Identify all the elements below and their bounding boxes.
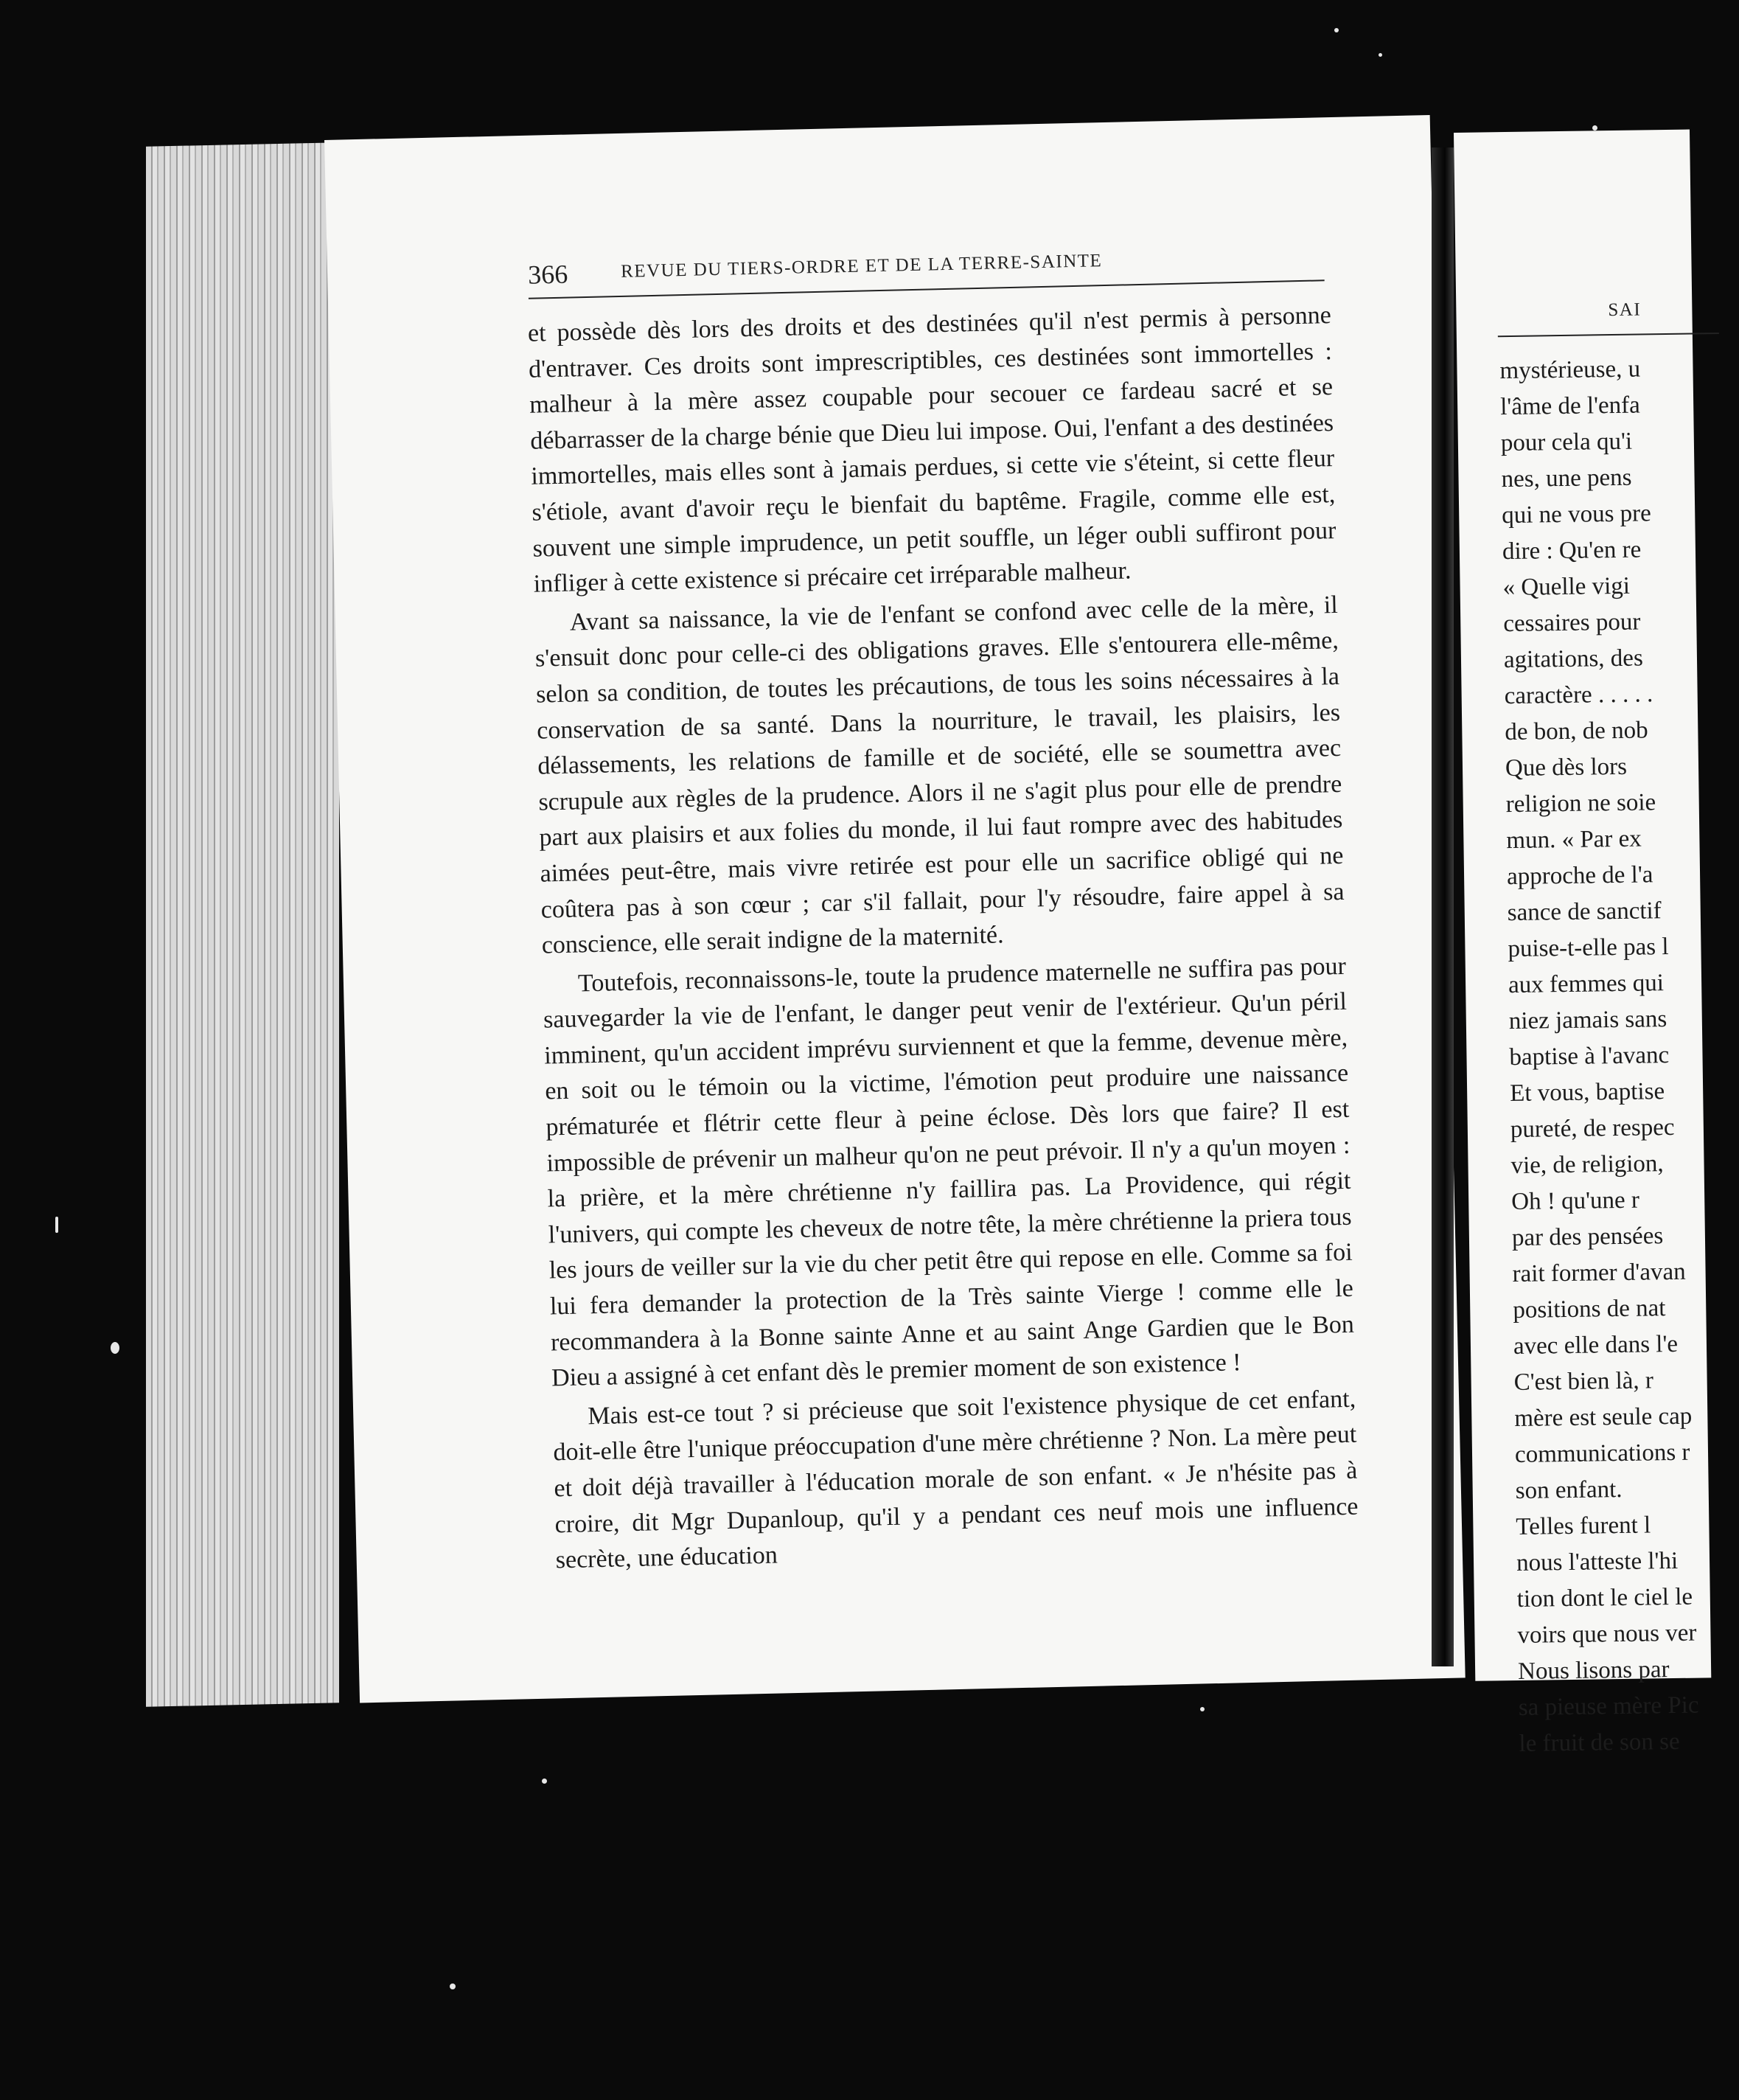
right-page-line: religion ne soie: [1505, 789, 1656, 818]
right-page-header: [1497, 299, 1719, 337]
paragraph: Avant sa naissance, la vie de l'enfant se confond avec celle de la mère, il s'ensuit donc pour celle-ci des obligations graves. Elle s'entourera elle-même, selon sa condition, de toutes les précautions, de tous les soins nécessaires à la conservation de sa santé. Dans la nourriture, le travail, les plaisirs, les délassements, les relations de famille et de société, elle se soumettra avec scrupule aux règles de la prudence. Alors il ne s'agit plus pour elle de prendre part aux plaisirs et aux folies du monde, il lui faut rompre avec des habitudes aimées peut-être, mais vivre retirée est pour elle un sacrifice obligé qui ne coûtera pas à son cœur ; car s'il fallait, pour l'y résoudre, faire appel à sa conscience, elle serait indigne de la maternité.: [534, 591, 1345, 959]
right-page-line: sa pieuse mère Pic: [1518, 1692, 1699, 1721]
right-page-line: pureté, de respec: [1510, 1113, 1675, 1144]
right-page-line: nous l'atteste l'hi: [1516, 1547, 1679, 1576]
right-page-line: sance de sanctif: [1507, 897, 1662, 927]
right-page-line: baptise à l'avanc: [1509, 1042, 1670, 1071]
page-edges: [146, 142, 339, 1706]
right-page-line: niez jamais sans: [1508, 1006, 1667, 1035]
right-page-line: son enfant.: [1515, 1475, 1623, 1505]
right-page-line: approche de l'a: [1506, 861, 1653, 891]
right-page-line: avec elle dans l'e: [1513, 1330, 1679, 1360]
right-page-line: Telles furent l: [1516, 1512, 1651, 1541]
right-page-line: mun. « Par ex: [1506, 825, 1642, 855]
right-page-line: l'âme de l'enfa: [1499, 392, 1641, 421]
right-page-line: pour cela qu'i: [1500, 428, 1633, 457]
right-page-line: communications r: [1514, 1439, 1690, 1469]
right-page-line: qui ne vous pre: [1502, 500, 1652, 529]
page-number: 366: [527, 259, 568, 290]
right-page-line: Nous lisons par: [1517, 1656, 1670, 1685]
running-head: REVUE DU TIERS-ORDRE ET DE LA TERRE-SAINTE: [620, 251, 1103, 282]
paragraph: et possède dès lors des droits et des destinées qu'il n'est permis à personne d'entraver. Ces droits sont imprescriptibles, ces destinées sont immortelles : malheur à la mère assez coupable pour secouer ce fardeau sacré et se débarrasser de la charge bénie que Dieu lui impose. Oui, l'enfant a des destinées immortelles, mais elles sont à jamais perdues, si cette vie s'éteint, si cette fleur s'étiole, avant d'avoir reçu le bienfait du baptême. Fragile, comme elle est, souvent une simple imprudence, un petit souffle, un léger oubli suffiront pour infliger à cette existence si précaire cet irréparable malheur.: [527, 302, 1337, 598]
right-page-line: aux femmes qui: [1508, 970, 1665, 999]
right-page-line: dire : Qu'en re: [1502, 536, 1642, 566]
right-page-line: Et vous, baptise: [1509, 1078, 1665, 1108]
right-page-line: Que dès lors: [1505, 753, 1628, 782]
right-page-line: agitations, des: [1503, 644, 1644, 674]
right-page-line: C'est bien là, r: [1513, 1367, 1654, 1397]
right-page-line: « Quelle vigi: [1502, 572, 1631, 602]
right-page-text: [1499, 351, 1699, 1762]
right-page-line: voirs que nous ver: [1517, 1619, 1697, 1649]
left-page: [324, 115, 1466, 1703]
right-running-head: SAI: [1608, 299, 1642, 321]
right-page-line: caractère . . . . .: [1504, 681, 1653, 710]
right-page-line: nes, une pens: [1501, 464, 1632, 493]
book-gutter: [1432, 147, 1454, 1666]
paragraph: Mais est-ce tout ? si précieuse que soit l'existence physique de cet enfant, doit-elle être l'unique préoccupation d'une mère chrétienne ? Non. La mère peut et doit déjà travailler à l'éducation morale de son enfant. « Je n'hésite pas à croire, dit Mgr Dupanloup, qu'il y a pendant ces neuf mois une influence secrète, une éducation: [553, 1385, 1359, 1574]
right-page-line: rait former d'avan: [1512, 1258, 1686, 1288]
paragraph: Toutefois, reconnaissons-le, toute la prudence maternelle ne suffira pas pour sauvegarder la vie de l'enfant, le danger peut venir de l'extérieur. Qu'un péril imminent, qu'un accident imprévu surviennent et que la femme, devenue mère, en soit ou le témoin ou la victime, l'émotion peut produire une naissance prématurée et flétrir cette fleur à peine éclose. Dès lors que faire? Il est impossible de prévenir un malheur qu'on ne peut prévoir. Il n'y a qu'un moyen : la prière, et la mère chrétienne n'y faillira pas. La Providence, qui régit l'univers, qui compte les cheveux de notre tête, la mère chrétienne la priera tous les jours de veiller sur la vie du cher petit être qui repose en elle. Comme sa foi lui fera demander la protection de la Très sainte Vierge ! comme elle le recommandera à la Bonne sainte Anne et au saint Ange Gardien que le Bon Dieu a assigné à cet enfant dès le premier moment de son existence !: [543, 952, 1355, 1392]
right-page-line: cessaires pour: [1503, 608, 1641, 638]
right-page-line: Oh ! qu'une r: [1511, 1186, 1640, 1216]
right-page-line: puise-t-elle pas l: [1508, 933, 1669, 963]
right-page-line: par des pensées: [1511, 1223, 1664, 1252]
right-page-line: positions de nat: [1513, 1295, 1666, 1324]
right-page-line: mère est seule cap: [1514, 1402, 1693, 1433]
right-page: [1454, 130, 1711, 1757]
right-page-line: de bon, de nob: [1505, 717, 1648, 746]
right-page-line: vie, de religion,: [1510, 1150, 1664, 1180]
body-text: [527, 298, 1359, 1582]
page-header: [528, 241, 1325, 299]
right-page-line: le fruit de son se: [1519, 1728, 1680, 1757]
right-page-line: mystérieuse, u: [1499, 355, 1641, 385]
right-page-line: tion dont le ciel le: [1516, 1583, 1693, 1613]
